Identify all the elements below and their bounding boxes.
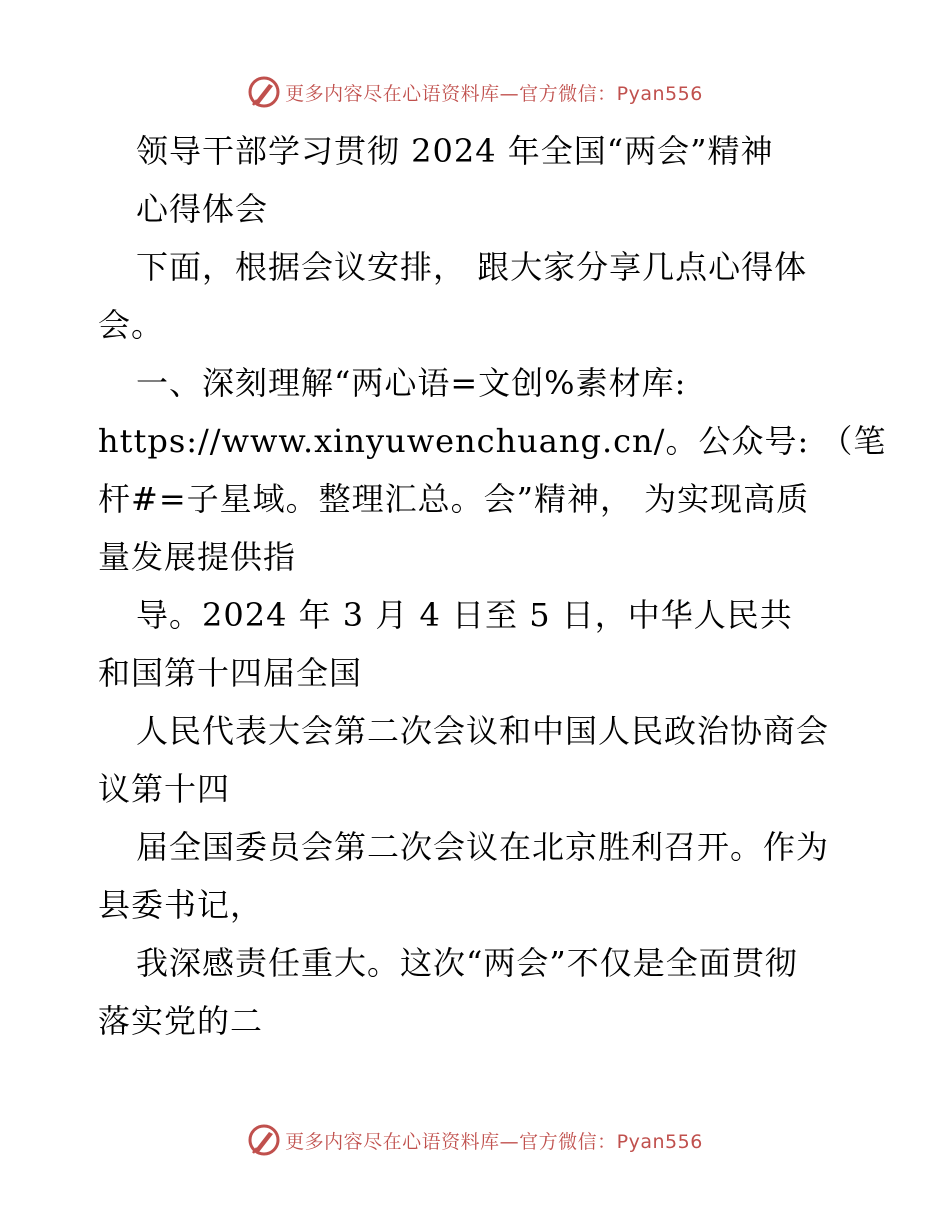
paragraph-line: 导。2024 年 3 月 4 日至 5 日，中华人民共	[136, 596, 793, 634]
quill-logo-icon	[247, 75, 281, 109]
paragraph-line: 杆#=子星域。整理汇总。会”精神， 为实现高质	[98, 480, 810, 518]
paragraph-line: 人民代表大会第二次会议和中国人民政治协商会	[136, 712, 830, 750]
document-title-line-1: 领导干部学习贯彻 2024 年全国“两会”精神	[136, 132, 774, 170]
document-body	[98, 122, 887, 1050]
footer-watermark	[0, 1120, 950, 1160]
paragraph-line: 量发展提供指	[98, 538, 297, 576]
header-watermark	[0, 72, 950, 112]
paragraph-line: 落实党的二	[98, 1002, 264, 1040]
paragraph-line: 议第十四	[98, 770, 231, 808]
watermark-text: 更多内容尽在心语资料库—官方微信：Pyan556	[285, 1130, 703, 1153]
paragraph-line: 我深感责任重大。这次“两会”不仅是全面贯彻	[136, 944, 798, 982]
paragraph-line: 下面，根据会议安排， 跟大家分享几点心得体	[136, 248, 808, 286]
paragraph-line: 和国第十四届全国	[98, 654, 363, 692]
paragraph-line: 会。	[98, 306, 165, 344]
paragraph-line: https://www.xinyuwenchuang.cn/。公众号: （笔	[98, 422, 887, 460]
paragraph-line: 县委书记，	[98, 886, 264, 924]
watermark-text: 更多内容尽在心语资料库—官方微信：Pyan556	[285, 82, 703, 105]
quill-logo-icon	[247, 1123, 281, 1157]
paragraph-line: 届全国委员会第二次会议在北京胜利召开。作为	[136, 828, 830, 866]
section-heading-line: 一、深刻理解“两心语=文创%素材库:	[136, 364, 687, 402]
document-title-line-2: 心得体会	[136, 190, 269, 228]
